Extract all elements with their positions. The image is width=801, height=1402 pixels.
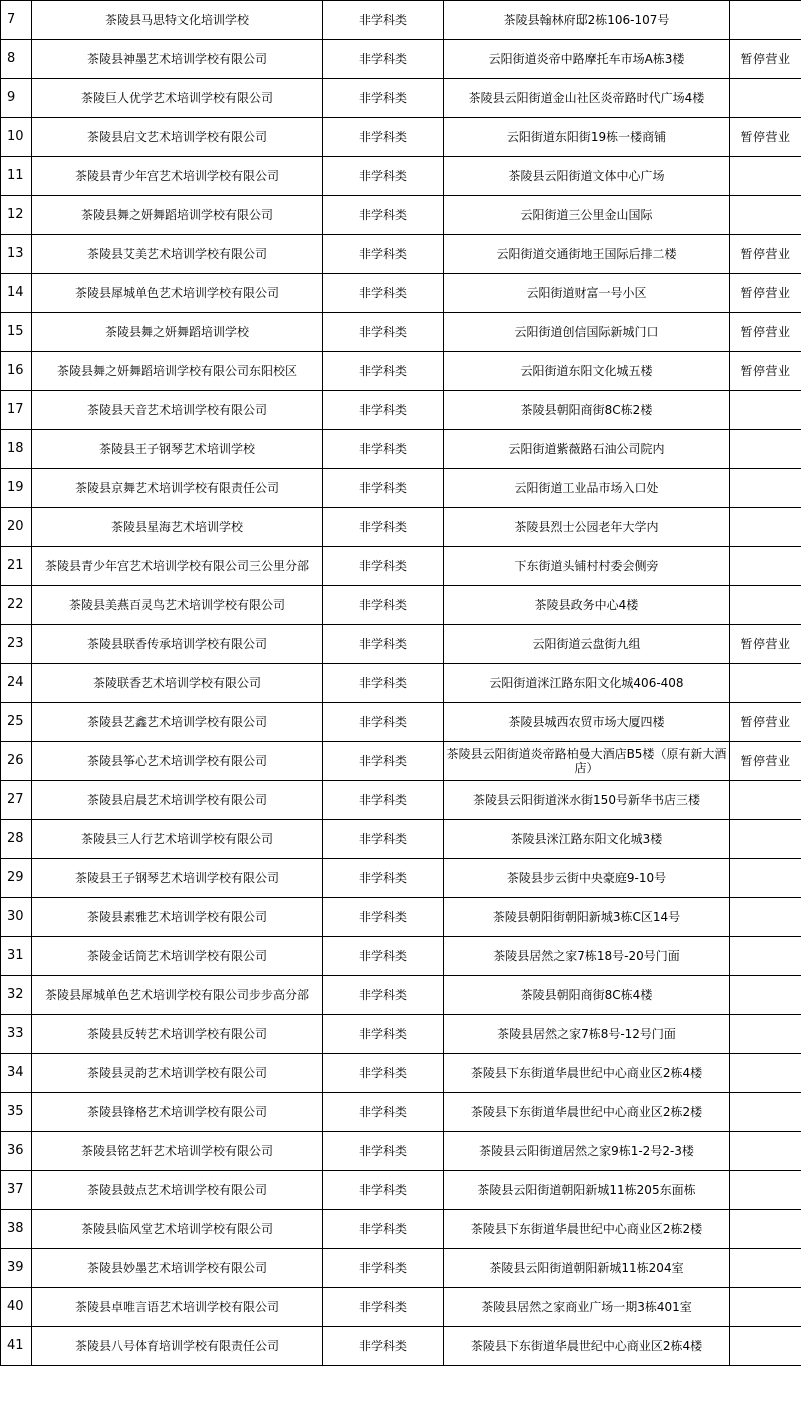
status-cell: 暂停营业 — [730, 742, 801, 781]
category-cell: 非学科类 — [323, 937, 444, 976]
category-cell: 非学科类 — [323, 1327, 444, 1366]
address-cell: 茶陵县云阳街道文体中心广场 — [444, 157, 730, 196]
row-number-cell: 35 — [1, 1093, 32, 1132]
status-cell — [730, 1, 801, 40]
institution-name-cell: 茶陵县犀城单色艺术培训学校有限公司 — [32, 274, 323, 313]
row-number-cell: 38 — [1, 1210, 32, 1249]
category-cell: 非学科类 — [323, 1210, 444, 1249]
category-cell: 非学科类 — [323, 820, 444, 859]
status-cell: 暂停营业 — [730, 235, 801, 274]
table-row — [1, 1, 801, 40]
status-cell — [730, 937, 801, 976]
institution-name-cell: 茶陵金话筒艺术培训学校有限公司 — [32, 937, 323, 976]
table-row — [1, 1249, 801, 1288]
status-cell — [730, 1054, 801, 1093]
category-cell: 非学科类 — [323, 703, 444, 742]
category-cell: 非学科类 — [323, 1, 444, 40]
category-cell: 非学科类 — [323, 1054, 444, 1093]
table-row — [1, 1132, 801, 1171]
institution-name-cell: 茶陵县青少年宫艺术培训学校有限公司三公里分部 — [32, 547, 323, 586]
institution-name-cell: 茶陵县王子钢琴艺术培训学校 — [32, 430, 323, 469]
institution-name-cell: 茶陵县美燕百灵鸟艺术培训学校有限公司 — [32, 586, 323, 625]
row-number-cell: 28 — [1, 820, 32, 859]
address-cell: 茶陵县翰林府邸2栋106-107号 — [444, 1, 730, 40]
table-row — [1, 196, 801, 235]
address-cell: 茶陵县朝阳商街8C栋2楼 — [444, 391, 730, 430]
status-cell — [730, 859, 801, 898]
institution-name-cell: 茶陵县青少年宫艺术培训学校有限公司 — [32, 157, 323, 196]
address-cell: 云阳街道工业品市场入口处 — [444, 469, 730, 508]
status-cell: 暂停营业 — [730, 703, 801, 742]
address-cell: 茶陵县云阳街道朝阳新城11栋205东面栋 — [444, 1171, 730, 1210]
table-row — [1, 313, 801, 352]
address-cell: 茶陵县下东街道华晨世纪中心商业区2栋2楼 — [444, 1093, 730, 1132]
row-number-cell: 23 — [1, 625, 32, 664]
table-body — [1, 1, 801, 1366]
row-number-cell: 10 — [1, 118, 32, 157]
table-row — [1, 274, 801, 313]
table-row — [1, 1288, 801, 1327]
category-cell: 非学科类 — [323, 313, 444, 352]
status-cell — [730, 1171, 801, 1210]
institution-name-cell: 茶陵联香艺术培训学校有限公司 — [32, 664, 323, 703]
category-cell: 非学科类 — [323, 625, 444, 664]
address-cell: 茶陵县朝阳街朝阳新城3栋C区14号 — [444, 898, 730, 937]
category-cell: 非学科类 — [323, 781, 444, 820]
status-cell — [730, 976, 801, 1015]
category-cell: 非学科类 — [323, 118, 444, 157]
address-cell: 下东街道头铺村村委会侧旁 — [444, 547, 730, 586]
category-cell: 非学科类 — [323, 196, 444, 235]
category-cell: 非学科类 — [323, 1288, 444, 1327]
address-cell: 云阳街道洣江路东阳文化城406-408 — [444, 664, 730, 703]
address-cell: 茶陵县洣江路东阳文化城3楼 — [444, 820, 730, 859]
address-cell: 云阳街道云盘街九组 — [444, 625, 730, 664]
address-cell: 茶陵县烈士公园老年大学内 — [444, 508, 730, 547]
address-cell: 茶陵县云阳街道炎帝路柏曼大酒店B5楼（原有新大酒店） — [444, 742, 730, 781]
institution-name-cell: 茶陵县反转艺术培训学校有限公司 — [32, 1015, 323, 1054]
institution-name-cell: 茶陵县京舞艺术培训学校有限责任公司 — [32, 469, 323, 508]
table-row — [1, 235, 801, 274]
status-cell: 暂停营业 — [730, 352, 801, 391]
row-number-cell: 20 — [1, 508, 32, 547]
status-cell — [730, 79, 801, 118]
status-cell: 暂停营业 — [730, 118, 801, 157]
status-cell — [730, 1210, 801, 1249]
category-cell: 非学科类 — [323, 976, 444, 1015]
table-row — [1, 508, 801, 547]
table-row — [1, 703, 801, 742]
status-cell: 暂停营业 — [730, 625, 801, 664]
category-cell: 非学科类 — [323, 859, 444, 898]
address-cell: 茶陵县下东街道华晨世纪中心商业区2栋4楼 — [444, 1327, 730, 1366]
institution-name-cell: 茶陵县三人行艺术培训学校有限公司 — [32, 820, 323, 859]
status-cell — [730, 1327, 801, 1366]
address-cell: 茶陵县居然之家7栋8号-12号门面 — [444, 1015, 730, 1054]
table-row — [1, 820, 801, 859]
table-row — [1, 898, 801, 937]
address-cell: 茶陵县云阳街道洣水街150号新华书店三楼 — [444, 781, 730, 820]
row-number-cell: 13 — [1, 235, 32, 274]
institution-name-cell: 茶陵县鼓点艺术培训学校有限公司 — [32, 1171, 323, 1210]
category-cell: 非学科类 — [323, 352, 444, 391]
table-row — [1, 976, 801, 1015]
status-cell — [730, 196, 801, 235]
institution-name-cell: 茶陵县临风堂艺术培训学校有限公司 — [32, 1210, 323, 1249]
status-cell — [730, 586, 801, 625]
status-cell — [730, 781, 801, 820]
row-number-cell: 16 — [1, 352, 32, 391]
row-number-cell: 26 — [1, 742, 32, 781]
address-cell: 云阳街道财富一号小区 — [444, 274, 730, 313]
table-row — [1, 40, 801, 79]
row-number-cell: 11 — [1, 157, 32, 196]
status-cell — [730, 1288, 801, 1327]
table-row — [1, 937, 801, 976]
institution-name-cell: 茶陵县天音艺术培训学校有限公司 — [32, 391, 323, 430]
table-row — [1, 1171, 801, 1210]
table-row — [1, 118, 801, 157]
category-cell: 非学科类 — [323, 664, 444, 703]
table-row — [1, 391, 801, 430]
row-number-cell: 25 — [1, 703, 32, 742]
table-row — [1, 664, 801, 703]
address-cell: 茶陵县步云街中央豪庭9-10号 — [444, 859, 730, 898]
status-cell — [730, 1015, 801, 1054]
address-cell: 茶陵县下东街道华晨世纪中心商业区2栋2楼 — [444, 1210, 730, 1249]
row-number-cell: 19 — [1, 469, 32, 508]
institution-name-cell: 茶陵县艺鑫艺术培训学校有限公司 — [32, 703, 323, 742]
category-cell: 非学科类 — [323, 469, 444, 508]
category-cell: 非学科类 — [323, 1171, 444, 1210]
table-row — [1, 781, 801, 820]
table-row — [1, 1093, 801, 1132]
category-cell: 非学科类 — [323, 1015, 444, 1054]
address-cell: 茶陵县政务中心4楼 — [444, 586, 730, 625]
table-row — [1, 157, 801, 196]
category-cell: 非学科类 — [323, 898, 444, 937]
address-cell: 云阳街道东阳文化城五楼 — [444, 352, 730, 391]
row-number-cell: 8 — [1, 40, 32, 79]
institution-name-cell: 茶陵县星海艺术培训学校 — [32, 508, 323, 547]
table-row — [1, 742, 801, 781]
row-number-cell: 15 — [1, 313, 32, 352]
table-row — [1, 1327, 801, 1366]
row-number-cell: 34 — [1, 1054, 32, 1093]
institution-name-cell: 茶陵县八号体育培训学校有限责任公司 — [32, 1327, 323, 1366]
category-cell: 非学科类 — [323, 157, 444, 196]
address-cell: 茶陵县朝阳商街8C栋4楼 — [444, 976, 730, 1015]
institution-name-cell: 茶陵县神墨艺术培训学校有限公司 — [32, 40, 323, 79]
category-cell: 非学科类 — [323, 508, 444, 547]
row-number-cell: 33 — [1, 1015, 32, 1054]
row-number-cell: 41 — [1, 1327, 32, 1366]
status-cell — [730, 898, 801, 937]
address-cell: 云阳街道交通街地王国际后排二楼 — [444, 235, 730, 274]
status-cell — [730, 820, 801, 859]
institution-name-cell: 茶陵县筝心艺术培训学校有限公司 — [32, 742, 323, 781]
status-cell: 暂停营业 — [730, 313, 801, 352]
address-cell: 云阳街道三公里金山国际 — [444, 196, 730, 235]
status-cell — [730, 391, 801, 430]
category-cell: 非学科类 — [323, 1093, 444, 1132]
institution-name-cell: 茶陵县铭艺轩艺术培训学校有限公司 — [32, 1132, 323, 1171]
address-cell: 茶陵县城西农贸市场大厦四楼 — [444, 703, 730, 742]
category-cell: 非学科类 — [323, 586, 444, 625]
institution-name-cell: 茶陵县王子钢琴艺术培训学校有限公司 — [32, 859, 323, 898]
status-cell: 暂停营业 — [730, 274, 801, 313]
table-row — [1, 547, 801, 586]
institution-name-cell: 茶陵巨人优学艺术培训学校有限公司 — [32, 79, 323, 118]
category-cell: 非学科类 — [323, 1249, 444, 1288]
row-number-cell: 17 — [1, 391, 32, 430]
address-cell: 云阳街道紫薇路石油公司院内 — [444, 430, 730, 469]
table-row — [1, 1015, 801, 1054]
institution-name-cell: 茶陵县卓唯言语艺术培训学校有限公司 — [32, 1288, 323, 1327]
institution-name-cell: 茶陵县舞之妍舞蹈培训学校有限公司东阳校区 — [32, 352, 323, 391]
row-number-cell: 27 — [1, 781, 32, 820]
institution-name-cell: 茶陵县素雅艺术培训学校有限公司 — [32, 898, 323, 937]
institution-name-cell: 茶陵县艾美艺术培训学校有限公司 — [32, 235, 323, 274]
category-cell: 非学科类 — [323, 235, 444, 274]
institution-name-cell: 茶陵县妙墨艺术培训学校有限公司 — [32, 1249, 323, 1288]
row-number-cell: 24 — [1, 664, 32, 703]
status-cell — [730, 547, 801, 586]
address-cell: 茶陵县云阳街道金山社区炎帝路时代广场4楼 — [444, 79, 730, 118]
address-cell: 云阳街道炎帝中路摩托车市场A栋3楼 — [444, 40, 730, 79]
status-cell — [730, 430, 801, 469]
row-number-cell: 12 — [1, 196, 32, 235]
status-cell — [730, 1249, 801, 1288]
status-cell — [730, 1093, 801, 1132]
institution-name-cell: 茶陵县马思特文化培训学校 — [32, 1, 323, 40]
table-row — [1, 586, 801, 625]
row-number-cell: 36 — [1, 1132, 32, 1171]
institution-name-cell: 茶陵县舞之妍舞蹈培训学校有限公司 — [32, 196, 323, 235]
address-cell: 茶陵县云阳街道居然之家9栋1-2号2-3楼 — [444, 1132, 730, 1171]
status-cell — [730, 157, 801, 196]
table-row — [1, 859, 801, 898]
row-number-cell: 9 — [1, 79, 32, 118]
category-cell: 非学科类 — [323, 391, 444, 430]
category-cell: 非学科类 — [323, 547, 444, 586]
institution-name-cell: 茶陵县锋格艺术培训学校有限公司 — [32, 1093, 323, 1132]
row-number-cell: 7 — [1, 1, 32, 40]
row-number-cell: 30 — [1, 898, 32, 937]
category-cell: 非学科类 — [323, 742, 444, 781]
institution-name-cell: 茶陵县舞之妍舞蹈培训学校 — [32, 313, 323, 352]
row-number-cell: 32 — [1, 976, 32, 1015]
row-number-cell: 14 — [1, 274, 32, 313]
table-row — [1, 469, 801, 508]
institution-name-cell: 茶陵县启文艺术培训学校有限公司 — [32, 118, 323, 157]
status-cell — [730, 1132, 801, 1171]
row-number-cell: 37 — [1, 1171, 32, 1210]
row-number-cell: 22 — [1, 586, 32, 625]
institution-name-cell: 茶陵县犀城单色艺术培训学校有限公司步步高分部 — [32, 976, 323, 1015]
category-cell: 非学科类 — [323, 274, 444, 313]
row-number-cell: 40 — [1, 1288, 32, 1327]
status-cell: 暂停营业 — [730, 40, 801, 79]
table-row — [1, 1054, 801, 1093]
status-cell — [730, 469, 801, 508]
address-cell: 云阳街道创信国际新城门口 — [444, 313, 730, 352]
address-cell: 云阳街道东阳街19栋一楼商铺 — [444, 118, 730, 157]
address-cell: 茶陵县居然之家商业广场一期3栋401室 — [444, 1288, 730, 1327]
address-cell: 茶陵县下东街道华晨世纪中心商业区2栋4楼 — [444, 1054, 730, 1093]
category-cell: 非学科类 — [323, 40, 444, 79]
row-number-cell: 31 — [1, 937, 32, 976]
table-row — [1, 1210, 801, 1249]
status-cell — [730, 664, 801, 703]
category-cell: 非学科类 — [323, 430, 444, 469]
row-number-cell: 29 — [1, 859, 32, 898]
table-row — [1, 79, 801, 118]
category-cell: 非学科类 — [323, 1132, 444, 1171]
table-row — [1, 352, 801, 391]
institution-name-cell: 茶陵县灵韵艺术培训学校有限公司 — [32, 1054, 323, 1093]
institution-name-cell: 茶陵县联香传承培训学校有限公司 — [32, 625, 323, 664]
table-row — [1, 625, 801, 664]
row-number-cell: 18 — [1, 430, 32, 469]
status-cell — [730, 508, 801, 547]
address-cell: 茶陵县居然之家7栋18号-20号门面 — [444, 937, 730, 976]
address-cell: 茶陵县云阳街道朝阳新城11栋204室 — [444, 1249, 730, 1288]
row-number-cell: 39 — [1, 1249, 32, 1288]
table-row — [1, 430, 801, 469]
institution-name-cell: 茶陵县启晨艺术培训学校有限公司 — [32, 781, 323, 820]
category-cell: 非学科类 — [323, 79, 444, 118]
row-number-cell: 21 — [1, 547, 32, 586]
